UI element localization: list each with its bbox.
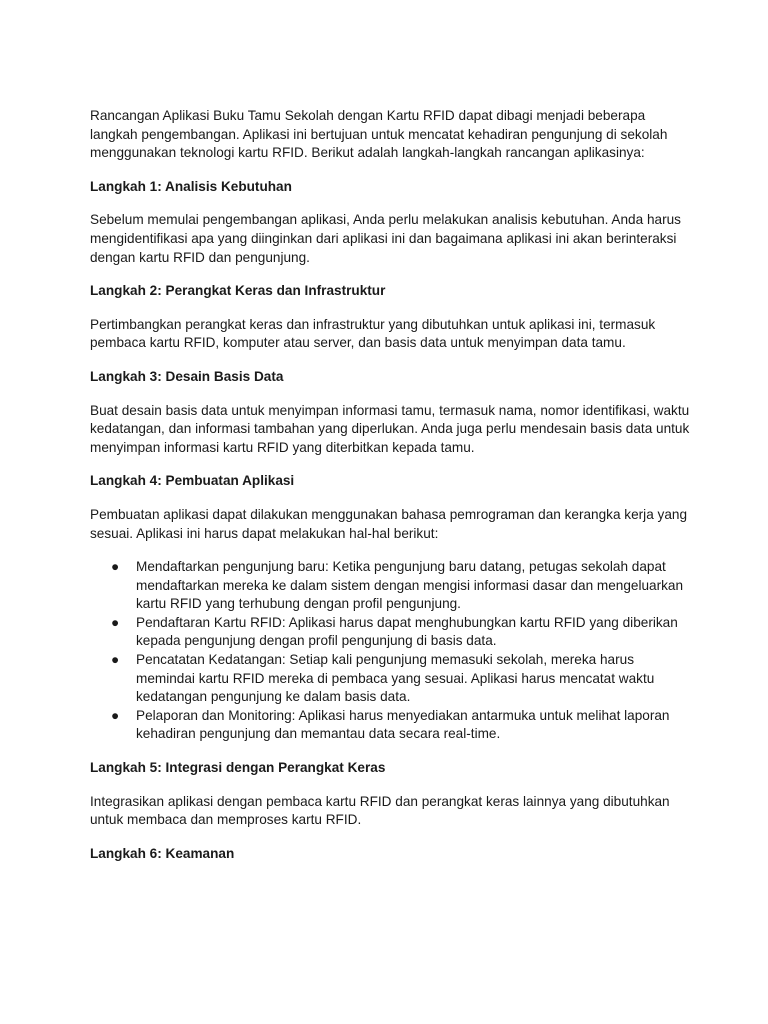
list-item — [111, 651, 690, 707]
bullet-icon: ● — [111, 707, 120, 723]
step-4-bullet-list — [90, 558, 690, 744]
intro-paragraph: Rancangan Aplikasi Buku Tamu Sekolah dengan Kartu RFID dapat dibagi menjadi beberapa langkah pengembangan. Aplikasi ini bertujuan untuk mencatat kehadiran pengunjung di sekolah menggunakan teknologi kartu RFID. Berikut adalah langkah-langkah rancangan aplikasinya: — [90, 108, 668, 161]
step-5-heading: Langkah 5: Integrasi dengan Perangkat Keras — [90, 760, 386, 776]
list-item-text: Mendaftarkan pengunjung baru: Ketika pengunjung baru datang, petugas sekolah dapat mendaftarkan mereka ke dalam sistem dengan mengisi informasi dasar dan mengeluarkan kartu RFID yang terhubung dengan profil pengunjung. — [136, 559, 684, 612]
list-item — [111, 707, 690, 744]
step-5-body: Integrasikan aplikasi dengan pembaca kartu RFID dan perangkat keras lainnya yang dibutuhkan untuk membaca dan memproses kartu RFID. — [90, 793, 670, 828]
bullet-icon: ● — [111, 559, 120, 575]
step-3-heading: Langkah 3: Desain Basis Data — [90, 368, 284, 384]
list-item-text: Pendaftaran Kartu RFID: Aplikasi harus dapat menghubungkan kartu RFID yang diberikan kepada pengunjung dengan profil pengunjung di basis data. — [136, 614, 678, 649]
step-1-body: Sebelum memulai pengembangan aplikasi, Anda perlu melakukan analisis kebutuhan. Anda harus mengidentifikasi apa yang diinginkan dari aplikasi ini dan bagaimana aplikasi ini akan berinteraksi dengan kartu RFID dan pengunjung. — [90, 212, 681, 265]
step-4-heading: Langkah 4: Pembuatan Aplikasi — [90, 473, 295, 489]
list-item-text: Pelaporan dan Monitoring: Aplikasi harus menyediakan antarmuka untuk melihat laporan kehadiran pengunjung dan memantau data secara real-time. — [136, 707, 670, 742]
step-2-heading: Langkah 2: Perangkat Keras dan Infrastruktur — [90, 283, 386, 299]
step-6-heading: Langkah 6: Keamanan — [90, 845, 235, 861]
step-3-body: Buat desain basis data untuk menyimpan informasi tamu, termasuk nama, nomor identifikasi, waktu kedatangan, dan informasi tambahan yang diperlukan. Anda juga perlu mendesain basis data untuk menyimpan informasi kartu RFID yang diterbitkan kepada tamu. — [90, 402, 690, 455]
bullet-icon: ● — [111, 614, 120, 630]
document-page — [90, 107, 690, 878]
list-item — [111, 614, 690, 651]
list-item-text: Pencatatan Kedatangan: Setiap kali pengunjung memasuki sekolah, mereka harus memindai kartu RFID mereka di pembaca yang sesuai. Aplikasi harus mencatat waktu kedatangan pengunjung ke dalam basis data. — [136, 652, 655, 705]
step-4-body: Pembuatan aplikasi dapat dilakukan menggunakan bahasa pemrograman dan kerangka kerja yang sesuai. Aplikasi ini harus dapat melakukan hal-hal berikut: — [90, 506, 688, 541]
step-1-heading: Langkah 1: Analisis Kebutuhan — [90, 178, 292, 194]
list-item — [111, 558, 690, 614]
bullet-icon: ● — [111, 652, 120, 668]
step-2-body: Pertimbangkan perangkat keras dan infrastruktur yang dibutuhkan untuk aplikasi ini, termasuk pembaca kartu RFID, komputer atau server, dan basis data untuk menyimpan data tamu. — [90, 316, 656, 351]
